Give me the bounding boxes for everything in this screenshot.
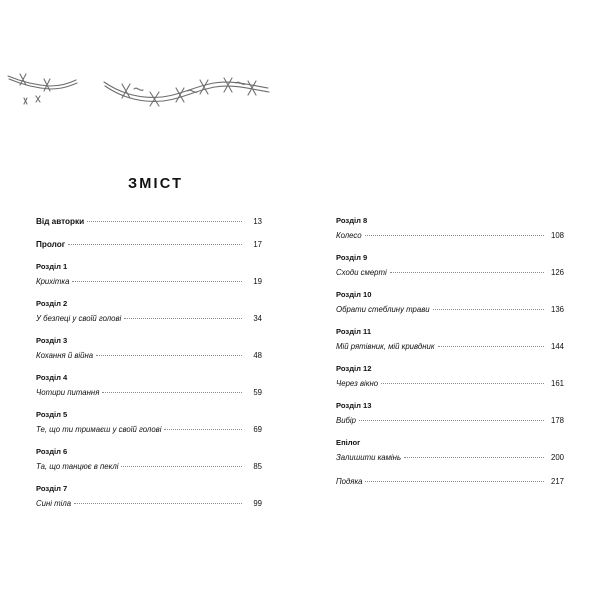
toc-entry-chapter: Розділ 7 xyxy=(36,484,68,493)
toc-entry[interactable] xyxy=(36,371,262,400)
dot-leader xyxy=(72,280,242,282)
toc-entry-page: 200 xyxy=(550,453,564,462)
toc-column-left xyxy=(0,214,300,519)
toc-entry-chapter: Розділ 13 xyxy=(336,401,372,410)
toc-entry-page: 144 xyxy=(550,342,564,351)
toc-entry[interactable] xyxy=(36,214,262,229)
toc-entry-chapter: Розділ 12 xyxy=(336,364,372,373)
toc-entry-name: Обрати стеблину трави xyxy=(336,305,430,314)
toc-entry-page: 48 xyxy=(253,351,262,360)
toc-entry-name: Кохання й війна xyxy=(36,351,94,360)
dot-leader xyxy=(438,345,544,347)
toc-entry[interactable] xyxy=(336,474,564,489)
toc-entry-page: 69 xyxy=(253,425,262,434)
toc-entry[interactable] xyxy=(336,251,564,280)
toc-entry[interactable] xyxy=(336,362,564,391)
toc-entry[interactable] xyxy=(336,288,564,317)
dot-leader xyxy=(121,465,242,467)
toc-entry[interactable] xyxy=(336,399,564,428)
toc-entry-chapter: Розділ 4 xyxy=(36,373,68,382)
dot-leader xyxy=(124,317,242,319)
toc-entry-chapter: Розділ 8 xyxy=(336,216,368,225)
toc-entry-chapter: Розділ 3 xyxy=(36,336,68,345)
toc-entry-name: Сходи смерті xyxy=(336,268,387,277)
toc-entry-chapter: Епілог xyxy=(336,438,361,447)
toc-entry-page: 108 xyxy=(550,231,564,240)
toc-entry-page: 126 xyxy=(550,268,564,277)
toc-entry-name: Крихітка xyxy=(36,277,70,286)
dot-leader xyxy=(404,456,544,458)
toc-entry-page: 217 xyxy=(550,477,564,486)
toc-entry-name: Та, що танцює в пеклі xyxy=(36,462,119,471)
toc-columns xyxy=(0,214,600,519)
toc-entry-name: Від авторки xyxy=(36,217,85,226)
toc-entry-page: 85 xyxy=(253,462,262,471)
toc-entry-name: Мій рятівник, мій кривдник xyxy=(336,342,435,351)
toc-entry-chapter: Розділ 6 xyxy=(36,447,68,456)
toc-entry-chapter: Розділ 9 xyxy=(336,253,368,262)
toc-entry[interactable] xyxy=(36,297,262,326)
toc-entry-name: У безпеці у своїй голові xyxy=(36,314,122,323)
toc-entry[interactable] xyxy=(36,237,262,252)
dot-leader xyxy=(87,220,242,222)
toc-entry-chapter: Розділ 5 xyxy=(36,410,68,419)
toc-entry[interactable] xyxy=(36,334,262,363)
dot-leader xyxy=(381,382,544,384)
toc-entry-name: Пролог xyxy=(36,240,66,249)
toc-entry[interactable] xyxy=(36,482,262,511)
barbed-wire-decoration xyxy=(0,52,600,112)
toc-entry-chapter: Розділ 11 xyxy=(336,327,372,336)
toc-entry[interactable] xyxy=(36,445,262,474)
dot-leader xyxy=(164,428,242,430)
toc-entry-page: 34 xyxy=(253,314,262,323)
dot-leader xyxy=(359,419,544,421)
toc-entry-name: Через вікно xyxy=(336,379,379,388)
toc-entry-page: 13 xyxy=(253,217,262,226)
dot-leader xyxy=(102,391,242,393)
toc-entry-name: Вибір xyxy=(336,416,356,425)
toc-entry-page: 136 xyxy=(550,305,564,314)
toc-entry-name: Те, що ти тримаєш у своїй голові xyxy=(36,425,162,434)
toc-entry[interactable] xyxy=(336,214,564,243)
toc-entry-name: Чотири питання xyxy=(36,388,100,397)
dot-leader xyxy=(365,480,544,482)
toc-entry-name: Залишити камінь xyxy=(336,453,402,462)
dot-leader xyxy=(365,234,544,236)
page-title: ЗМІСТ xyxy=(128,176,184,192)
toc-entry-chapter: Розділ 10 xyxy=(336,290,372,299)
dot-leader xyxy=(74,502,242,504)
toc-entry-page: 161 xyxy=(550,379,564,388)
toc-entry[interactable] xyxy=(336,325,564,354)
dot-leader xyxy=(68,243,242,245)
toc-entry-chapter: Розділ 2 xyxy=(36,299,68,308)
toc-entry-page: 178 xyxy=(550,416,564,425)
toc-entry[interactable] xyxy=(336,436,564,465)
toc-entry-name: Колесо xyxy=(336,231,362,240)
toc-entry-page: 19 xyxy=(253,277,262,286)
dot-leader xyxy=(433,308,544,310)
dot-leader xyxy=(390,271,544,273)
toc-entry-name: Подяка xyxy=(336,477,363,486)
toc-column-right xyxy=(300,214,600,519)
toc-entry-name: Сині тіла xyxy=(36,499,72,508)
dot-leader xyxy=(96,354,242,356)
toc-entry[interactable] xyxy=(36,260,262,289)
toc-entry-page: 99 xyxy=(253,499,262,508)
toc-entry-page: 59 xyxy=(253,388,262,397)
toc-entry-page: 17 xyxy=(253,240,262,249)
toc-entry[interactable] xyxy=(36,408,262,437)
toc-entry-chapter: Розділ 1 xyxy=(36,262,68,271)
